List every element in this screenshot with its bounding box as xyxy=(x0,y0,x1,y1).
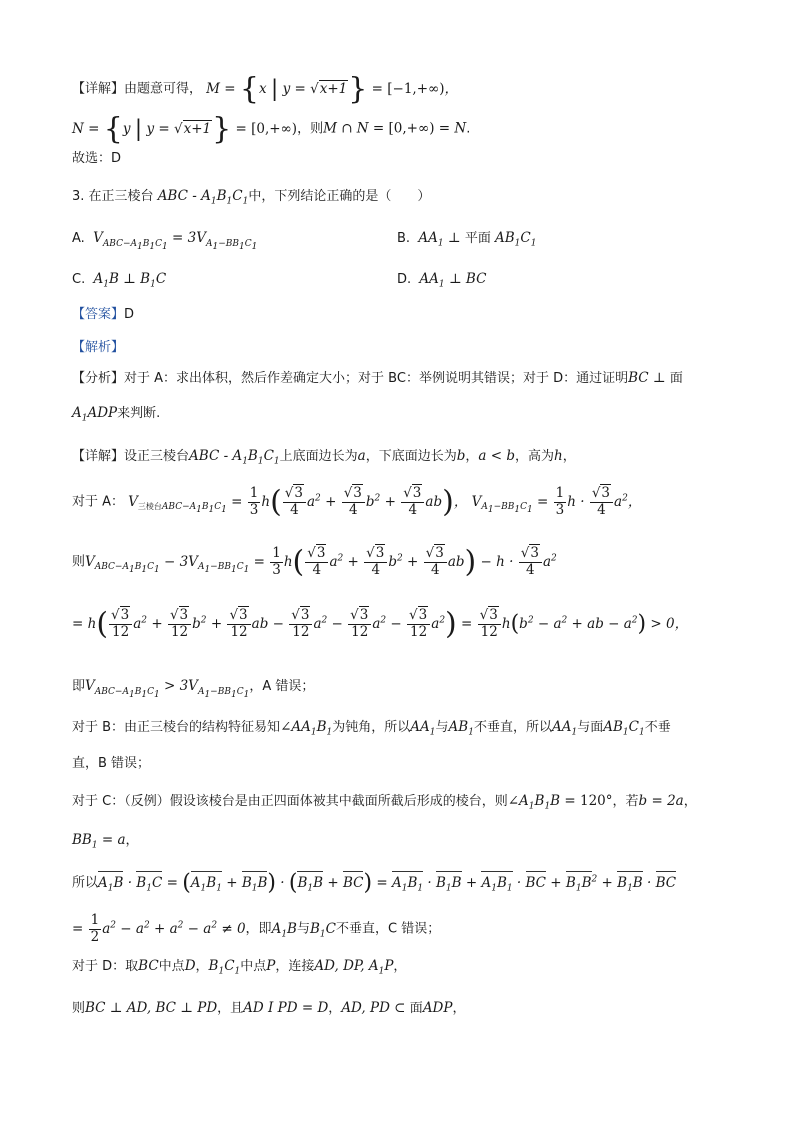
fenxi-line-2: $A_1ADP$来判断. xyxy=(72,405,161,424)
question-3: 3. 在正三棱台 ABC - $A_1B_1C_1$中，下列结论正确的是（ ） xyxy=(72,188,431,207)
option-a[interactable]: A. $V_{ABC-A_1B_1C_1} = 3V_{A_1-BB_1C_1}$ xyxy=(72,230,258,252)
for-b-line-2: 直，B 错误； xyxy=(72,756,151,771)
answer-value: D xyxy=(124,307,135,322)
choose-line: 故选：D xyxy=(72,151,122,166)
then-d-line: 则BC ⊥ AD, BC ⊥ PD，且AD I PD = D，AD, PD ⊂ 面ADP， xyxy=(72,1000,466,1016)
then-a-line: 则$V_{ABC-A_1B_1C_1} - 3V_{A_1-BB_1C_1}$ = $\frac{1}{3}$ h( $\frac{√3}{4}$ $a^2$ + $\frac{√3}{4}$ $b^2$ + $\frac{√3}{4}$ ab) − h · $\frac{√3}{4}$ $a^2$ xyxy=(72,544,557,580)
detail-tag: 【详解】 xyxy=(72,81,125,97)
analysis-label: 【解析】 xyxy=(72,340,125,355)
detail-setup: 【详解】设正三棱台ABC - $A_1B_1C_1$上底面边长为a，下底面边长为b，a < b，高为h， xyxy=(72,448,576,467)
option-b[interactable]: B. $AA_1$ ⊥ 平面 $AB_1C_1$ xyxy=(397,230,537,249)
for-d-line: 对于 D：取BC中点D，$B_1C_1$中点P，连接AD, DP, $A_1P$， xyxy=(72,958,407,977)
conclusion-a: 即$V_{ABC-A_1B_1C_1} > 3V_{A_1-BB_1C_1}$，A 错误； xyxy=(72,678,315,700)
detail-line-2: N = {y | y = √x+1} = [0,+∞)，则M ∩ N = [0,+∞) = N. xyxy=(72,111,471,146)
for-a-line: 对于 A： $V_{三棱台ABC-A_1B_1C_1}$ = $\frac{1}{3}$ h( $\frac{√3}{4}$ $a^2$ + $\frac{√3}{4}$ $b^2$ + $\frac{√3}{4}$ ab)， $V_{A_1-BB_1C_1}$ = $\frac{1}{3}$ h · $\frac{√3}{4}$ $a^2$， xyxy=(72,484,642,520)
for-c-line-2: $BB_1 = a$， xyxy=(72,832,139,851)
option-d[interactable]: D. $AA_1$ ⊥ BC xyxy=(397,271,487,290)
option-c[interactable]: C. $A_1B$ ⊥ $B_1C$ xyxy=(72,271,167,290)
for-c-line-1: 对于 C：（反例）假设该棱台是由正四面体被其中截面所截后形成的棱台，则$\angle A_1B_1B = 120^\circ$，若b = 2a， xyxy=(72,793,697,812)
vector-line: 所以$A_1B \cdot B_1C = (A_1B_1 + B_1B) \cdot (B_1B + BC) = A_1B_1 \cdot B_1B + A_1B_1$ · BC + $B_1B^2 + B_1B$ · BC xyxy=(72,870,677,895)
conclusion-c: = $\frac{1}{2}$ $a^2 - a^2 + a^2 - a^2 \ne 0$，即$A_1B$与$B_1C$不垂直，C 错误； xyxy=(72,912,441,945)
for-b-line-1: 对于 B：由正三棱台的结构特征易知$\angle AA_1B_1$为钝角，所以$AA_1$与$AB_1$不垂直，所以$AA_1$与面$AB_1C_1$不垂 xyxy=(72,719,671,738)
detail-line-1: 【详解】由题意可得， M = {x | y = √x+1} = [−1,+∞)， xyxy=(72,71,459,106)
fenxi-line-1: 【分析】对于 A：求出体积，然后作差确定大小；对于 BC：举例说明其错误；对于 D：通过证明BC ⊥ 面 xyxy=(72,370,683,386)
expansion-line: = h( $\frac{√3}{12}$ $a^2$ + $\frac{√3}{12}$ $b^2$ + $\frac{√3}{12}$ ab − $\frac{√3}{12}$ $a^2$ − $\frac{√3}{12}$ $a^2$ − $\frac{√3}{12}$ $a^2$) = $\frac{√3}{12}$ $h(b^2 - a^2$ + ab − $a^2) > 0$， xyxy=(72,606,689,642)
answer-line: 【答案】D xyxy=(72,307,135,322)
